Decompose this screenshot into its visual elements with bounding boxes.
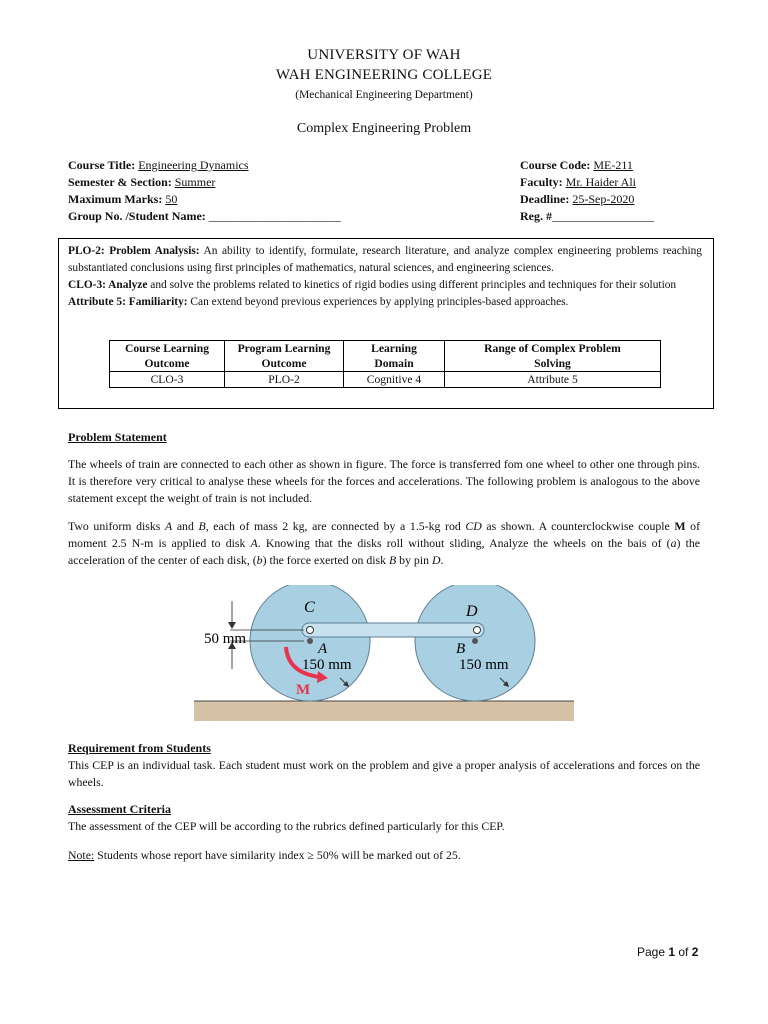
course-title-value: Engineering Dynamics <box>138 158 249 172</box>
table-header-cell: Course Learning Outcome <box>110 341 225 372</box>
ground <box>194 701 574 721</box>
course-info-right <box>520 157 654 225</box>
note <box>68 847 700 864</box>
semester-value: Summer <box>174 175 216 189</box>
university-name: UNIVERSITY OF WAH <box>307 47 461 63</box>
semester-label: Semester & Section: <box>68 175 172 189</box>
clo-statement <box>68 277 702 294</box>
table-header-cell: Range of Complex Problem Solving <box>445 341 661 372</box>
pin-d <box>474 627 481 634</box>
faculty-value: Mr. Haider Ali <box>565 175 636 189</box>
table-row <box>110 372 661 388</box>
requirements-heading: Requirement from Students <box>68 741 211 755</box>
assessment-text: The assessment of the CEP will be according to the rubrics defined particularly for this CEP. <box>68 819 505 833</box>
course-code-label: Course Code: <box>520 158 591 172</box>
plo-text: An ability to identify, formulate, research literature, and analyze complex engineering problems reaching substantiated conclusions using first principles of mathematics, natural sciences, and engineering sciences. <box>68 245 703 274</box>
course-code-value: ME-211 <box>593 158 633 172</box>
table-cell: Attribute 5 <box>445 372 661 388</box>
assessment-heading: Assessment Criteria <box>68 802 171 816</box>
outcomes-table <box>109 340 661 388</box>
college-name: WAH ENGINEERING COLLEGE <box>275 67 493 83</box>
problem-statement-heading: Problem Statement <box>68 430 167 444</box>
table-cell: PLO-2 <box>225 372 344 388</box>
requirements-text: This CEP is an individual task. Each student must work on the problem and give a proper analysis of accelerations and forces on the wheels. <box>68 758 700 789</box>
note-label: Note: <box>68 848 95 862</box>
attribute-statement <box>68 294 702 311</box>
course-title-label: Course Title: <box>68 158 136 172</box>
label-b: B <box>456 641 466 657</box>
label-c: C <box>304 599 315 616</box>
page-number: Page 1 of 2 <box>637 945 699 959</box>
course-info-left <box>68 157 341 225</box>
table-cell: Cognitive 4 <box>344 372 445 388</box>
table-header-cell: Learning Domain <box>344 341 445 372</box>
group-label: Group No. /Student Name: <box>68 209 206 223</box>
plo-statement <box>68 243 702 277</box>
dim-150-b-label: 150 mm <box>459 657 509 673</box>
reg-value: _________________ <box>552 209 654 223</box>
pin-c <box>307 627 314 634</box>
label-a: A <box>318 641 328 657</box>
table-header-cell: Program Learning Outcome <box>225 341 344 372</box>
deadline-label: Deadline: <box>520 192 570 206</box>
label-d: D <box>466 603 478 620</box>
attribute-label: Attribute 5: Familiarity: <box>68 296 188 308</box>
group-value: ______________________ <box>208 209 341 223</box>
table-cell: CLO-3 <box>110 372 225 388</box>
table-header-row <box>110 341 661 372</box>
problem-paragraph-1: The wheels of train are connected to each other as shown in figure. The force is transferred fom one wheel to other one through pins. It is therefore very critical to analyse these wheels for the forces and accelerations. The following problem is analogous to the above statement except the weight of train is not included. <box>68 457 700 505</box>
clo-text: and solve the problems related to kinetics of rigid bodies using different principles and techniques for their solution <box>147 279 677 291</box>
dim-50-label: 50 mm <box>204 631 247 647</box>
clo-label: CLO-3: Analyze <box>68 279 148 291</box>
note-text: Students whose report have similarity index ≥ 50% will be marked out of 25. <box>94 848 461 862</box>
outcomes-text <box>68 243 702 311</box>
plo-label: PLO-2: Problem Analysis: <box>68 245 200 257</box>
center-b <box>472 638 478 644</box>
rod-cd <box>302 623 484 637</box>
max-marks-value: 50 <box>165 192 178 206</box>
center-a <box>307 638 313 644</box>
attribute-text: Can extend beyond previous experiences by applying principles-based approaches. <box>187 296 569 308</box>
dim-150-a-label: 150 mm <box>302 657 352 673</box>
deadline-value: 25-Sep-2020 <box>572 192 635 206</box>
max-marks-label: Maximum Marks: <box>68 192 163 206</box>
disks-figure <box>194 585 574 721</box>
reg-label: Reg. # <box>520 209 552 223</box>
label-m: M <box>296 682 311 698</box>
faculty-label: Faculty: <box>520 175 563 189</box>
department-name: (Mechanical Engineering Department) <box>295 89 473 101</box>
problem-paragraph-2: Two uniform disks A and B, each of mass 2 kg, are connected by a 1.5-kg rod CD as shown. A counterclockwise couple M of moment 2.5 N-m is applied to disk A. Knowing that the disks roll without sliding, Analyze the wheels on the bais of (a) the acceleration of the center of each disk, (b) the force exerted on disk B by pin D. <box>68 519 700 567</box>
document-title: Complex Engineering Problem <box>296 121 472 136</box>
